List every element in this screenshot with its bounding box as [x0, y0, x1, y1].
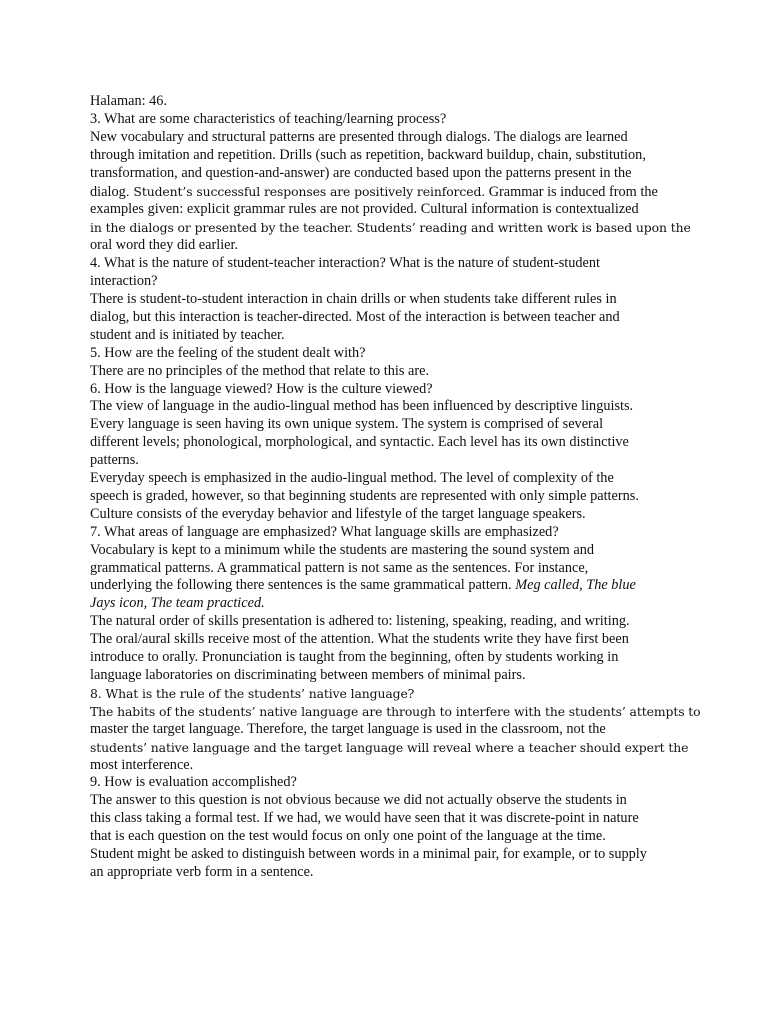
answer-6-line: patterns. — [90, 452, 139, 469]
answer-9-line: that is each question on the test would focus on only one point of the language at the time. — [90, 828, 606, 845]
answer-3-line: New vocabulary and structural patterns are presented through dialogs. The dialogs are learned — [90, 128, 628, 145]
answer-4-line: There is student-to-student interaction in chain drills or when students take different rules in — [90, 290, 617, 307]
answer-7-line — [90, 595, 690, 613]
question-4-heading: 4. What is the nature of student-teacher interaction? What is the nature of student-student — [90, 255, 601, 272]
question-6-heading: 6. How is the language viewed? How is the culture viewed? — [90, 380, 433, 397]
answer-3-line: oral word they did earlier. — [90, 237, 239, 254]
answer-7-line: Vocabulary is kept to a minimum while the students are mastering the sound system and — [90, 541, 595, 558]
question-4-heading: interaction? — [90, 273, 158, 290]
question-9-heading: 9. How is evaluation accomplished? — [90, 774, 297, 791]
page-number-line: Halaman: 46. — [90, 93, 168, 109]
answer-6-line: The view of language in the audio-lingual method has been influenced by descriptive linguists. — [90, 398, 634, 415]
answer-3-line: examples given: explicit grammar rules are not provided. Cultural information is contextualized — [90, 201, 639, 218]
answer-6-line: different levels; phonological, morphological, and syntactic. Each level has its own distinctive — [90, 434, 629, 451]
answer-9-line: The answer to this question is not obvious because we did not actually observe the students in — [90, 792, 627, 809]
answer-6-line: Everyday speech is emphasized in the audio-lingual method. The level of complexity of the — [90, 470, 614, 487]
answer-9-line: Student might be asked to distinguish between words in a minimal pair, for example, or to supply — [90, 846, 647, 863]
example-sentences-italic: Jays icon, The team practiced. — [90, 595, 265, 612]
answer-3-line — [90, 183, 690, 202]
answer-5-line: There are no principles of the method that relate to this are. — [90, 362, 430, 379]
answer-6-line: speech is graded, however, so that beginning students are represented with only simple patterns. — [90, 487, 639, 504]
text-segment: Grammar is induced from the — [485, 183, 658, 200]
answer-6-line: Every language is seen having its own unique system. The system is comprised of several — [90, 416, 604, 433]
question-3-heading: 3. What are some characteristics of teaching/learning process? — [90, 110, 447, 127]
example-sentences-italic: Meg called, The blue — [515, 577, 636, 594]
answer-7-line: introduce to orally. Pronunciation is taught from the beginning, often by students working in — [90, 649, 619, 666]
document-page — [90, 93, 701, 882]
question-8-heading: 8. What is the rule of the students’ native language? — [90, 685, 415, 701]
answer-4-line: dialog, but this interaction is teacher-directed. Most of the interaction is between teacher and — [90, 308, 620, 325]
text-segment: underlying the following there sentences is the same grammatical pattern. — [90, 577, 516, 594]
answer-3-line: transformation, and question-and-answer) are conducted based upon the patterns present in the — [90, 164, 632, 181]
answer-7-line: The natural order of skills presentation is adhered to: listening, speaking, reading, and writing. — [90, 613, 630, 630]
answer-7-line: The oral/aural skills receive most of the attention. What the students write they have first been — [90, 631, 629, 648]
answer-8-line: students’ native language and the target language will reveal where a teacher should expert the — [90, 739, 689, 755]
answer-8-line: master the target language. Therefore, the target language is used in the classroom, not the — [90, 720, 606, 737]
text-segment: dialog — [90, 183, 126, 200]
question-5-heading: 5. How are the feeling of the student dealt with? — [90, 344, 366, 361]
answer-7-line: grammatical patterns. A grammatical pattern is not same as the sentences. For instance, — [90, 559, 589, 576]
answer-9-line: this class taking a formal test. If we had, we would have seen that it was discrete-point in nature — [90, 810, 639, 827]
answer-4-line: student and is initiated by teacher. — [90, 326, 285, 343]
answer-3-line: through imitation and repetition. Drills (such as repetition, backward buildup, chain, substitution, — [90, 146, 646, 163]
answer-7-line: language laboratories on discriminating between members of minimal pairs. — [90, 667, 526, 683]
answer-6-line: Culture consists of the everyday behavior and lifestyle of the target language speakers. — [90, 505, 586, 522]
answer-9-line: an appropriate verb form in a sentence. — [90, 863, 314, 880]
text-segment: . Student’s successful responses are positively reinforced. — [125, 183, 486, 199]
question-7-heading: 7. What areas of language are emphasized? What language skills are emphasized? — [90, 523, 559, 540]
answer-3-line: in the dialogs or presented by the teacher. Students’ reading and written work is based upon the — [90, 220, 691, 236]
answer-7-line — [90, 577, 690, 595]
answer-8-line: most interference. — [90, 756, 194, 773]
answer-8-line: The habits of the students’ native language are through to interfere with the students’ attempts to — [90, 703, 701, 719]
